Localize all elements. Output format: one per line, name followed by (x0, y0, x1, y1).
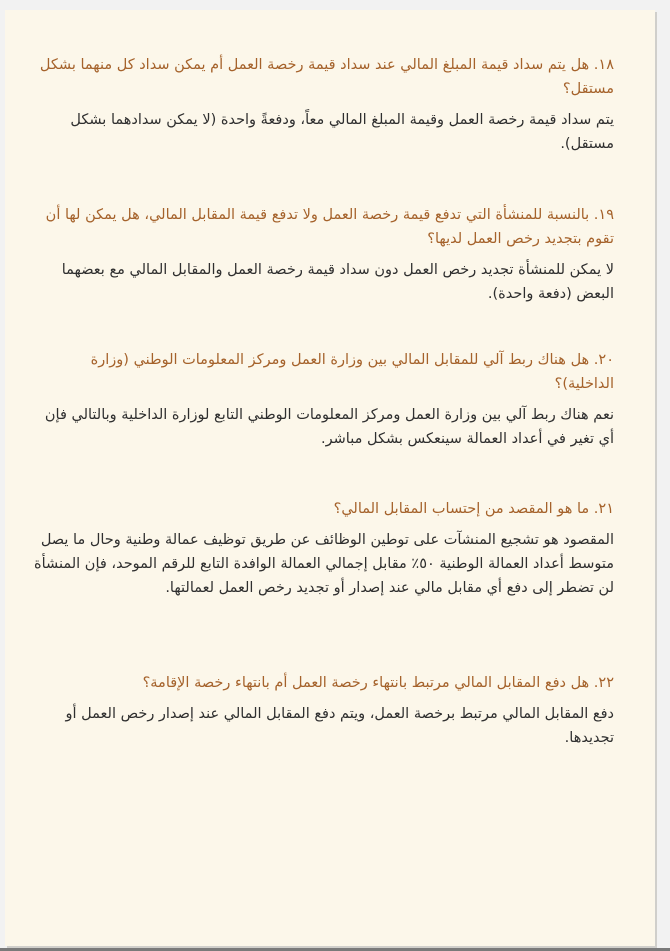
faq-item-20 (34, 348, 614, 451)
faq-question: ١٩. بالنسبة للمنشأة التي تدفع قيمة رخصة العمل ولا تدفع قيمة المقابل المالي، هل يمكن لها أن تقوم بتجديد رخص العمل لديها؟ (45, 207, 614, 247)
faq-question: ٢١. ما هو المقصد من إحتساب المقابل المالي؟ (333, 501, 614, 517)
faq-answer: نعم هناك ربط آلي بين وزارة العمل ومركز المعلومات الوطني التابع لوزارة الداخلية وبالتالي فإن أي تغير في أعداد العمالة سينعكس بشكل مباشر. (44, 407, 614, 447)
faq-item-19 (34, 203, 614, 306)
faq-answer: دفع المقابل المالي مرتبط برخصة العمل، ويتم دفع المقابل المالي عند إصدار رخص العمل أو تجديدها. (65, 706, 614, 746)
faq-answer: المقصود هو تشجيع المنشآت على توطين الوظائف عن طريق توظيف عمالة وطنية وحال ما يصل متوسط أعداد العمالة الوطنية ٥٠٪ مقابل إجمالي العمالة الوافدة التابع للرقم الموحد، فإن المنشأة لن تضطر إلى دفع أي مقابل مالي عند إصدار أو تجديد رخص العمل لعمالتها. (34, 532, 614, 596)
faq-item-18 (34, 53, 614, 156)
faq-question: ٢٠. هل هناك ربط آلي للمقابل المالي بين وزارة العمل ومركز المعلومات الوطني (وزارة الداخلية)؟ (90, 352, 614, 392)
faq-item-21 (34, 497, 614, 600)
faq-question: ١٨. هل يتم سداد قيمة المبلغ المالي عند سداد قيمة رخصة العمل أم يمكن سداد كل منهما بشكل مستقل؟ (39, 57, 614, 97)
faq-answer: لا يمكن للمنشأة تجديد رخص العمل دون سداد قيمة رخصة العمل والمقابل المالي مع بعضهما البعض (دفعة واحدة). (61, 262, 614, 302)
faq-answer: يتم سداد قيمة رخصة العمل وقيمة المبلغ المالي معاً، ودفعةً واحدة (لا يمكن سدادهما بشكل مستقل). (70, 112, 614, 152)
faq-question: ٢٢. هل دفع المقابل المالي مرتبط بانتهاء رخصة العمل أم بانتهاء رخصة الإقامة؟ (142, 675, 614, 691)
faq-item-22 (34, 671, 614, 750)
